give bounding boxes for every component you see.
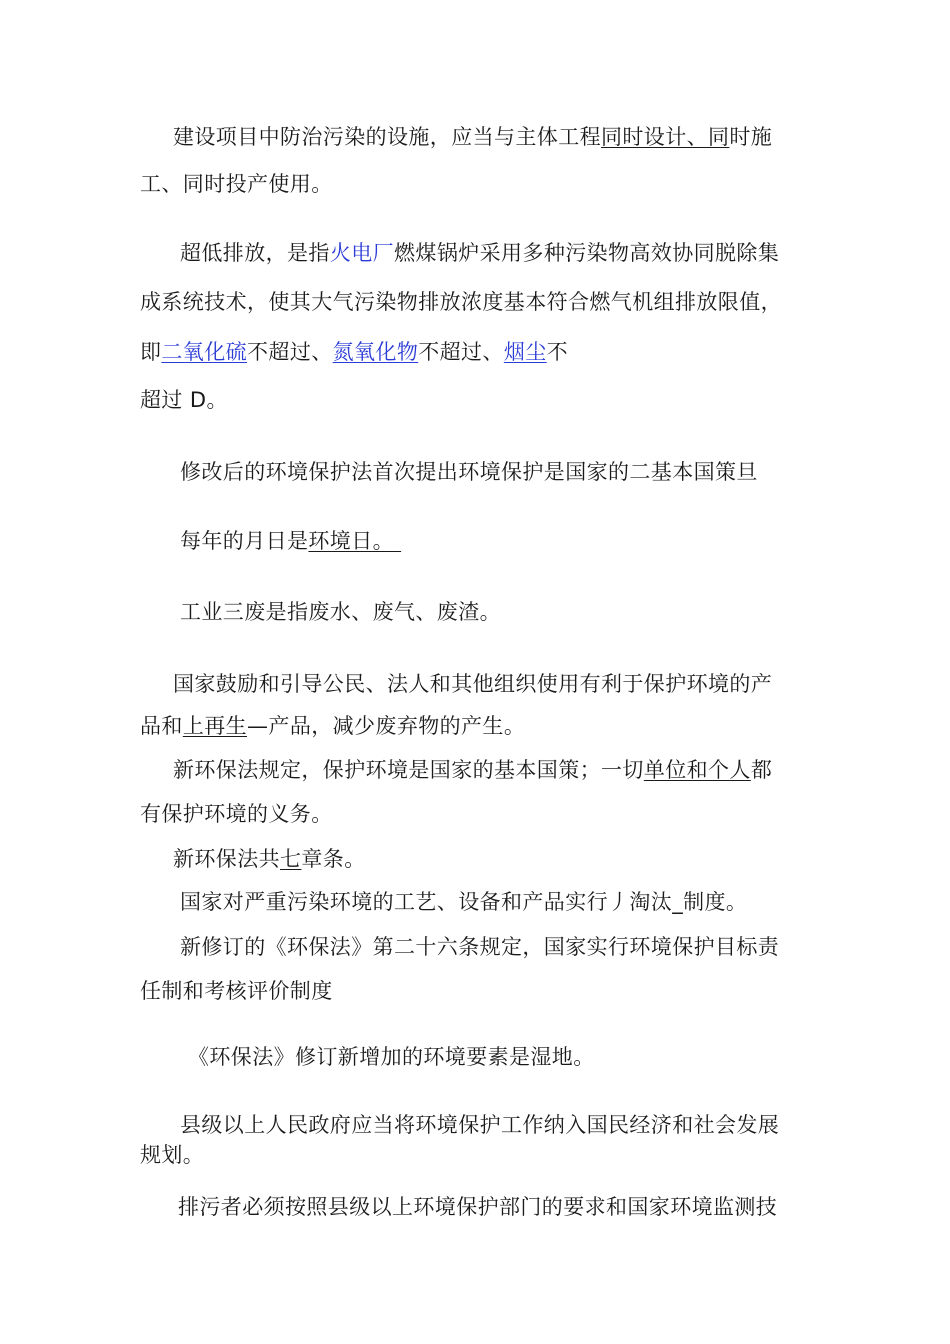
- text: 燃煤锅炉采用多种污染物高效协同脱除集: [394, 241, 780, 265]
- para-10-line-2: 任制和考核评价制度: [140, 979, 333, 1003]
- underlined-answer: 同时设计、同: [601, 125, 730, 149]
- underlined-answer: 上再生: [182, 714, 248, 738]
- para-8: [173, 845, 366, 873]
- para-10-line-1: 新修订的《环保法》第二十六条规定，国家实行环境保护目标责: [180, 935, 780, 959]
- text: 不超过、: [247, 340, 333, 364]
- link-thermal-power-plant[interactable]: 火电厂: [329, 241, 395, 265]
- text: —产品，减少废弃物的产生。: [247, 714, 526, 738]
- para-2-line-4: 超过 D。: [140, 388, 228, 412]
- para-11: 《环保法》修订新增加的环境要素是湿地。: [188, 1045, 595, 1069]
- para-9: 国家对严重污染环境的工艺、设备和产品实行丿淘汰_制度。: [180, 890, 748, 914]
- text: 每年的月日是: [180, 529, 309, 553]
- para-1-line-2: 工、同时投产使用。: [140, 172, 333, 196]
- link-nitrogen-oxides[interactable]: 氮氧化物: [332, 340, 419, 364]
- para-6-line-2: [140, 712, 525, 740]
- underlined-answer: 七: [280, 847, 302, 871]
- para-4: [180, 527, 401, 555]
- para-7-line-2: 有保护环境的义务。: [140, 802, 333, 826]
- text: 超低排放，是指: [180, 241, 330, 265]
- para-2-line-3: [140, 338, 568, 366]
- text: 建设项目中防治污染的设施，应当与主体工程: [173, 125, 601, 149]
- text: 时施: [729, 125, 773, 149]
- para-3: 修改后的环境保护法首次提出环境保护是国家的二基本国策旦: [180, 460, 758, 484]
- para-6-line-1: 国家鼓励和引导公民、法人和其他组织使用有利于保护环境的产: [173, 672, 773, 696]
- link-sulfur-dioxide[interactable]: 二氧化硫: [161, 340, 248, 364]
- underline-blank: [394, 529, 401, 553]
- para-12-line-1: 县级以上人民政府应当将环境保护工作纳入国民经济和社会发展: [180, 1113, 780, 1137]
- para-7-line-1: [173, 756, 772, 784]
- text: 不超过、: [418, 340, 504, 364]
- text: 即: [140, 340, 162, 364]
- text: 不: [546, 340, 569, 364]
- text: 新环保法共: [173, 847, 280, 871]
- underlined-answer: 环境日。: [308, 529, 395, 553]
- underlined-answer: 单位和个人: [643, 758, 751, 782]
- para-12-line-2: 规划。: [140, 1143, 205, 1167]
- text: 品和: [140, 714, 183, 738]
- text: 新环保法规定，保护环境是国家的基本国策；一切: [173, 758, 644, 782]
- para-2-line-2: 成系统技术，使其大气污染物排放浓度基本符合燃气机组排放限值，: [140, 290, 782, 314]
- text: 都: [750, 758, 773, 782]
- para-13: 排污者必须按照县级以上环境保护部门的要求和国家环境监测技: [178, 1195, 778, 1219]
- para-5: 工业三废是指废水、废气、废渣。: [180, 600, 501, 624]
- para-2-line-1: [180, 239, 779, 267]
- para-1-line-1: [173, 123, 772, 151]
- text: 章条。: [301, 847, 366, 871]
- link-soot[interactable]: 烟尘: [503, 340, 547, 364]
